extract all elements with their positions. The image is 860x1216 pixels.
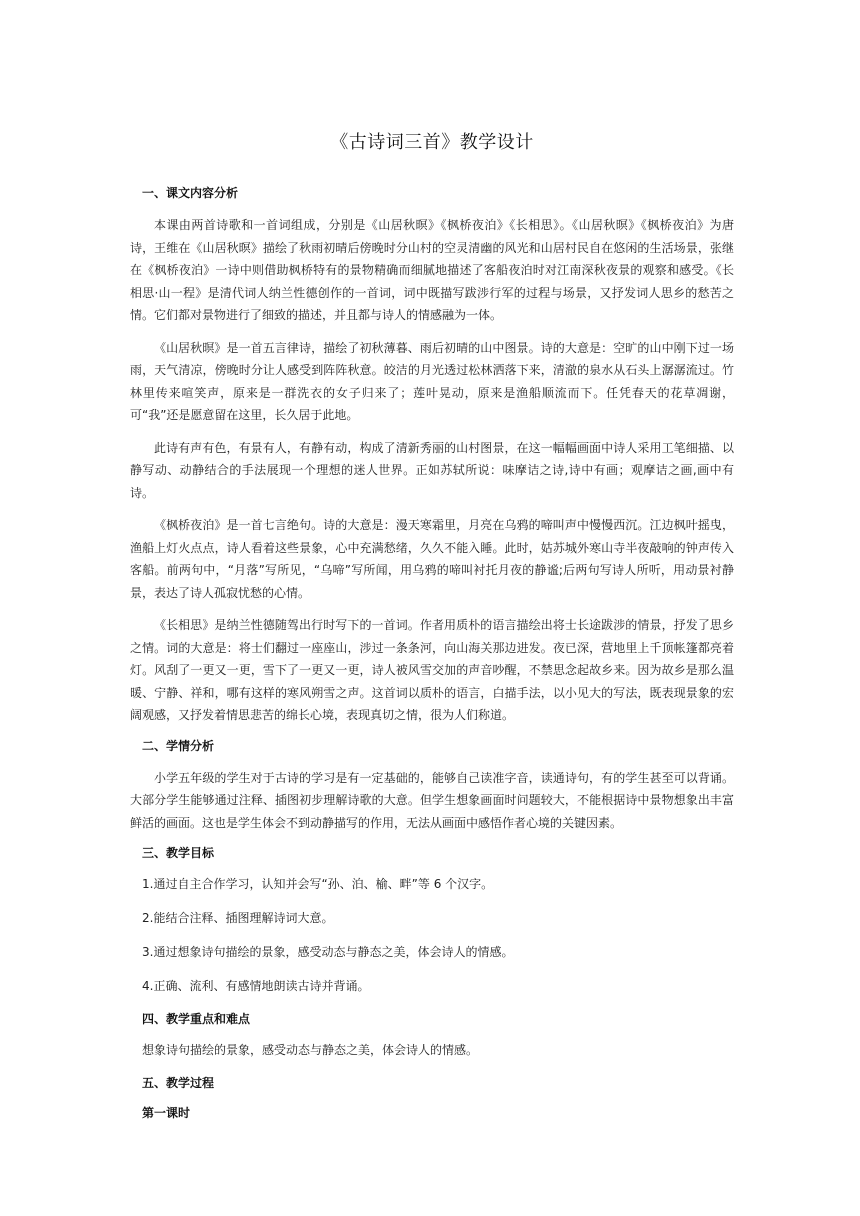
goal-item: 1.通过自主合作学习，认知并会写“孙、泊、榆、畔”等 6 个汉字。 bbox=[142, 877, 494, 891]
section-heading: 四、教学重点和难点 bbox=[142, 1012, 251, 1026]
subsection-heading: 第一课时 bbox=[142, 1106, 191, 1120]
goal-item: 3.通过想象诗句描绘的景象，感受动态与静态之美，体会诗人的情感。 bbox=[142, 945, 514, 959]
section-heading: 三、教学目标 bbox=[142, 846, 215, 860]
section-heading: 一、课文内容分析 bbox=[142, 186, 239, 200]
section-heading: 五、教学过程 bbox=[142, 1076, 215, 1090]
section-heading: 二、学情分析 bbox=[142, 738, 215, 753]
paragraph: 《山居秋暝》是一首五言律诗，描绘了初秋薄暮、雨后初晴的山中图景。诗的大意是：空旷的山中刚下过一场雨，天气清凉，傍晚时分让人感受到阵阵秋意。皎洁的月光透过松林洒落下来，清澈的泉水从石头上潺潺流过。竹林里传来喧笑声，原来是一群洗衣的女子归来了；莲叶晃动，原来是渔船顺流而下。任凭春天的花草凋谢，可“我”还是愿意留在这里，长久居于此地。 bbox=[130, 340, 734, 422]
section-key-points bbox=[130, 1010, 734, 1060]
paragraph: 小学五年级的学生对于古诗的学习是有一定基础的，能够自己读准字音，读通诗句，有的学生甚至可以背诵。大部分学生能够通过注释、插图初步理解诗歌的大意。但学生想象画面时问题较大，不能根据诗中景物想象出丰富鲜活的画面。这也是学生体会不到动静描写的作用，无法从画面中感悟作者心境的关键因素。 bbox=[130, 770, 734, 830]
goal-item: 4.正确、流利、有感情地朗读古诗并背诵。 bbox=[142, 979, 370, 993]
document-title: 《古诗词三首》教学设计 bbox=[330, 132, 534, 153]
section-teaching-goals bbox=[130, 844, 734, 996]
paragraph: 《长相思》是纳兰性德随驾出行时写下的一首词。作者用质朴的语言描绘出将士长途跋涉的情景，抒发了思乡之情。词的大意是：将士们翻过一座座山，涉过一条条河，向山海关那边进发。夜已深，营地里上千顶帐篷都亮着灯。风刮了一更又一更，雪下了一更又一更，诗人被风雪交加的声音吵醒，不禁思念起故乡来。因为故乡是那么温暖、宁静、祥和，哪有这样的寒风朔雪之声。这首词以质朴的语言，白描手法，以小见大的写法，既表现景象的宏阔观感，又抒发着情思悲苦的绵长心境，表现真切之情，很为人们称道。 bbox=[130, 618, 734, 722]
goal-item: 2.能结合注释、插图理解诗词大意。 bbox=[142, 911, 334, 925]
paragraph: 本课由两首诗歌和一首词组成，分别是《山居秋暝》《枫桥夜泊》《长相思》。《山居秋暝》《枫桥夜泊》为唐诗，王维在《山居秋暝》描绘了秋雨初晴后傍晚时分山村的空灵清幽的风光和山居村民自在悠闲的生活场景，张继在《枫桥夜泊》一诗中则借助枫桥特有的景物精确而细腻地描述了客船夜泊时对江南深秋夜景的观察和感受。《长相思·山一程》是清代词人纳兰性德创作的一首词，词中既描写跋涉行军的过程与场景，又抒发词人思乡的愁苦之情。它们都对景物进行了细致的描述，并且都与诗人的情感融为一体。 bbox=[130, 218, 734, 322]
section-content-analysis bbox=[130, 184, 734, 727]
paragraph: 想象诗句描绘的景象，感受动态与静态之美，体会诗人的情感。 bbox=[142, 1043, 479, 1057]
section-student-analysis bbox=[130, 737, 734, 835]
paragraph: 此诗有声有色，有景有人，有静有动，构成了清新秀丽的山村图景，在这一幅幅画面中诗人采用工笔细描、以静写动、动静结合的手法展现一个理想的迷人世界。正如苏轼所说：味摩诘之诗,诗中有画；观摩诘之画,画中有诗。 bbox=[130, 440, 734, 500]
section-teaching-process bbox=[130, 1074, 734, 1122]
paragraph: 《枫桥夜泊》是一首七言绝句。诗的大意是：漫天寒霜里，月亮在乌鸦的啼叫声中慢慢西沉。江边枫叶摇曳，渔船上灯火点点，诗人看着这些景象，心中充满愁绪，久久不能入睡。此时，姑苏城外寒山寺半夜敲响的钟声传入客船。前两句中，“月落”写所见，“乌啼”写所闻，用乌鸦的啼叫衬托月夜的静谧;后两句写诗人所听，用动景衬静景，表达了诗人孤寂忧愁的心情。 bbox=[130, 518, 734, 600]
